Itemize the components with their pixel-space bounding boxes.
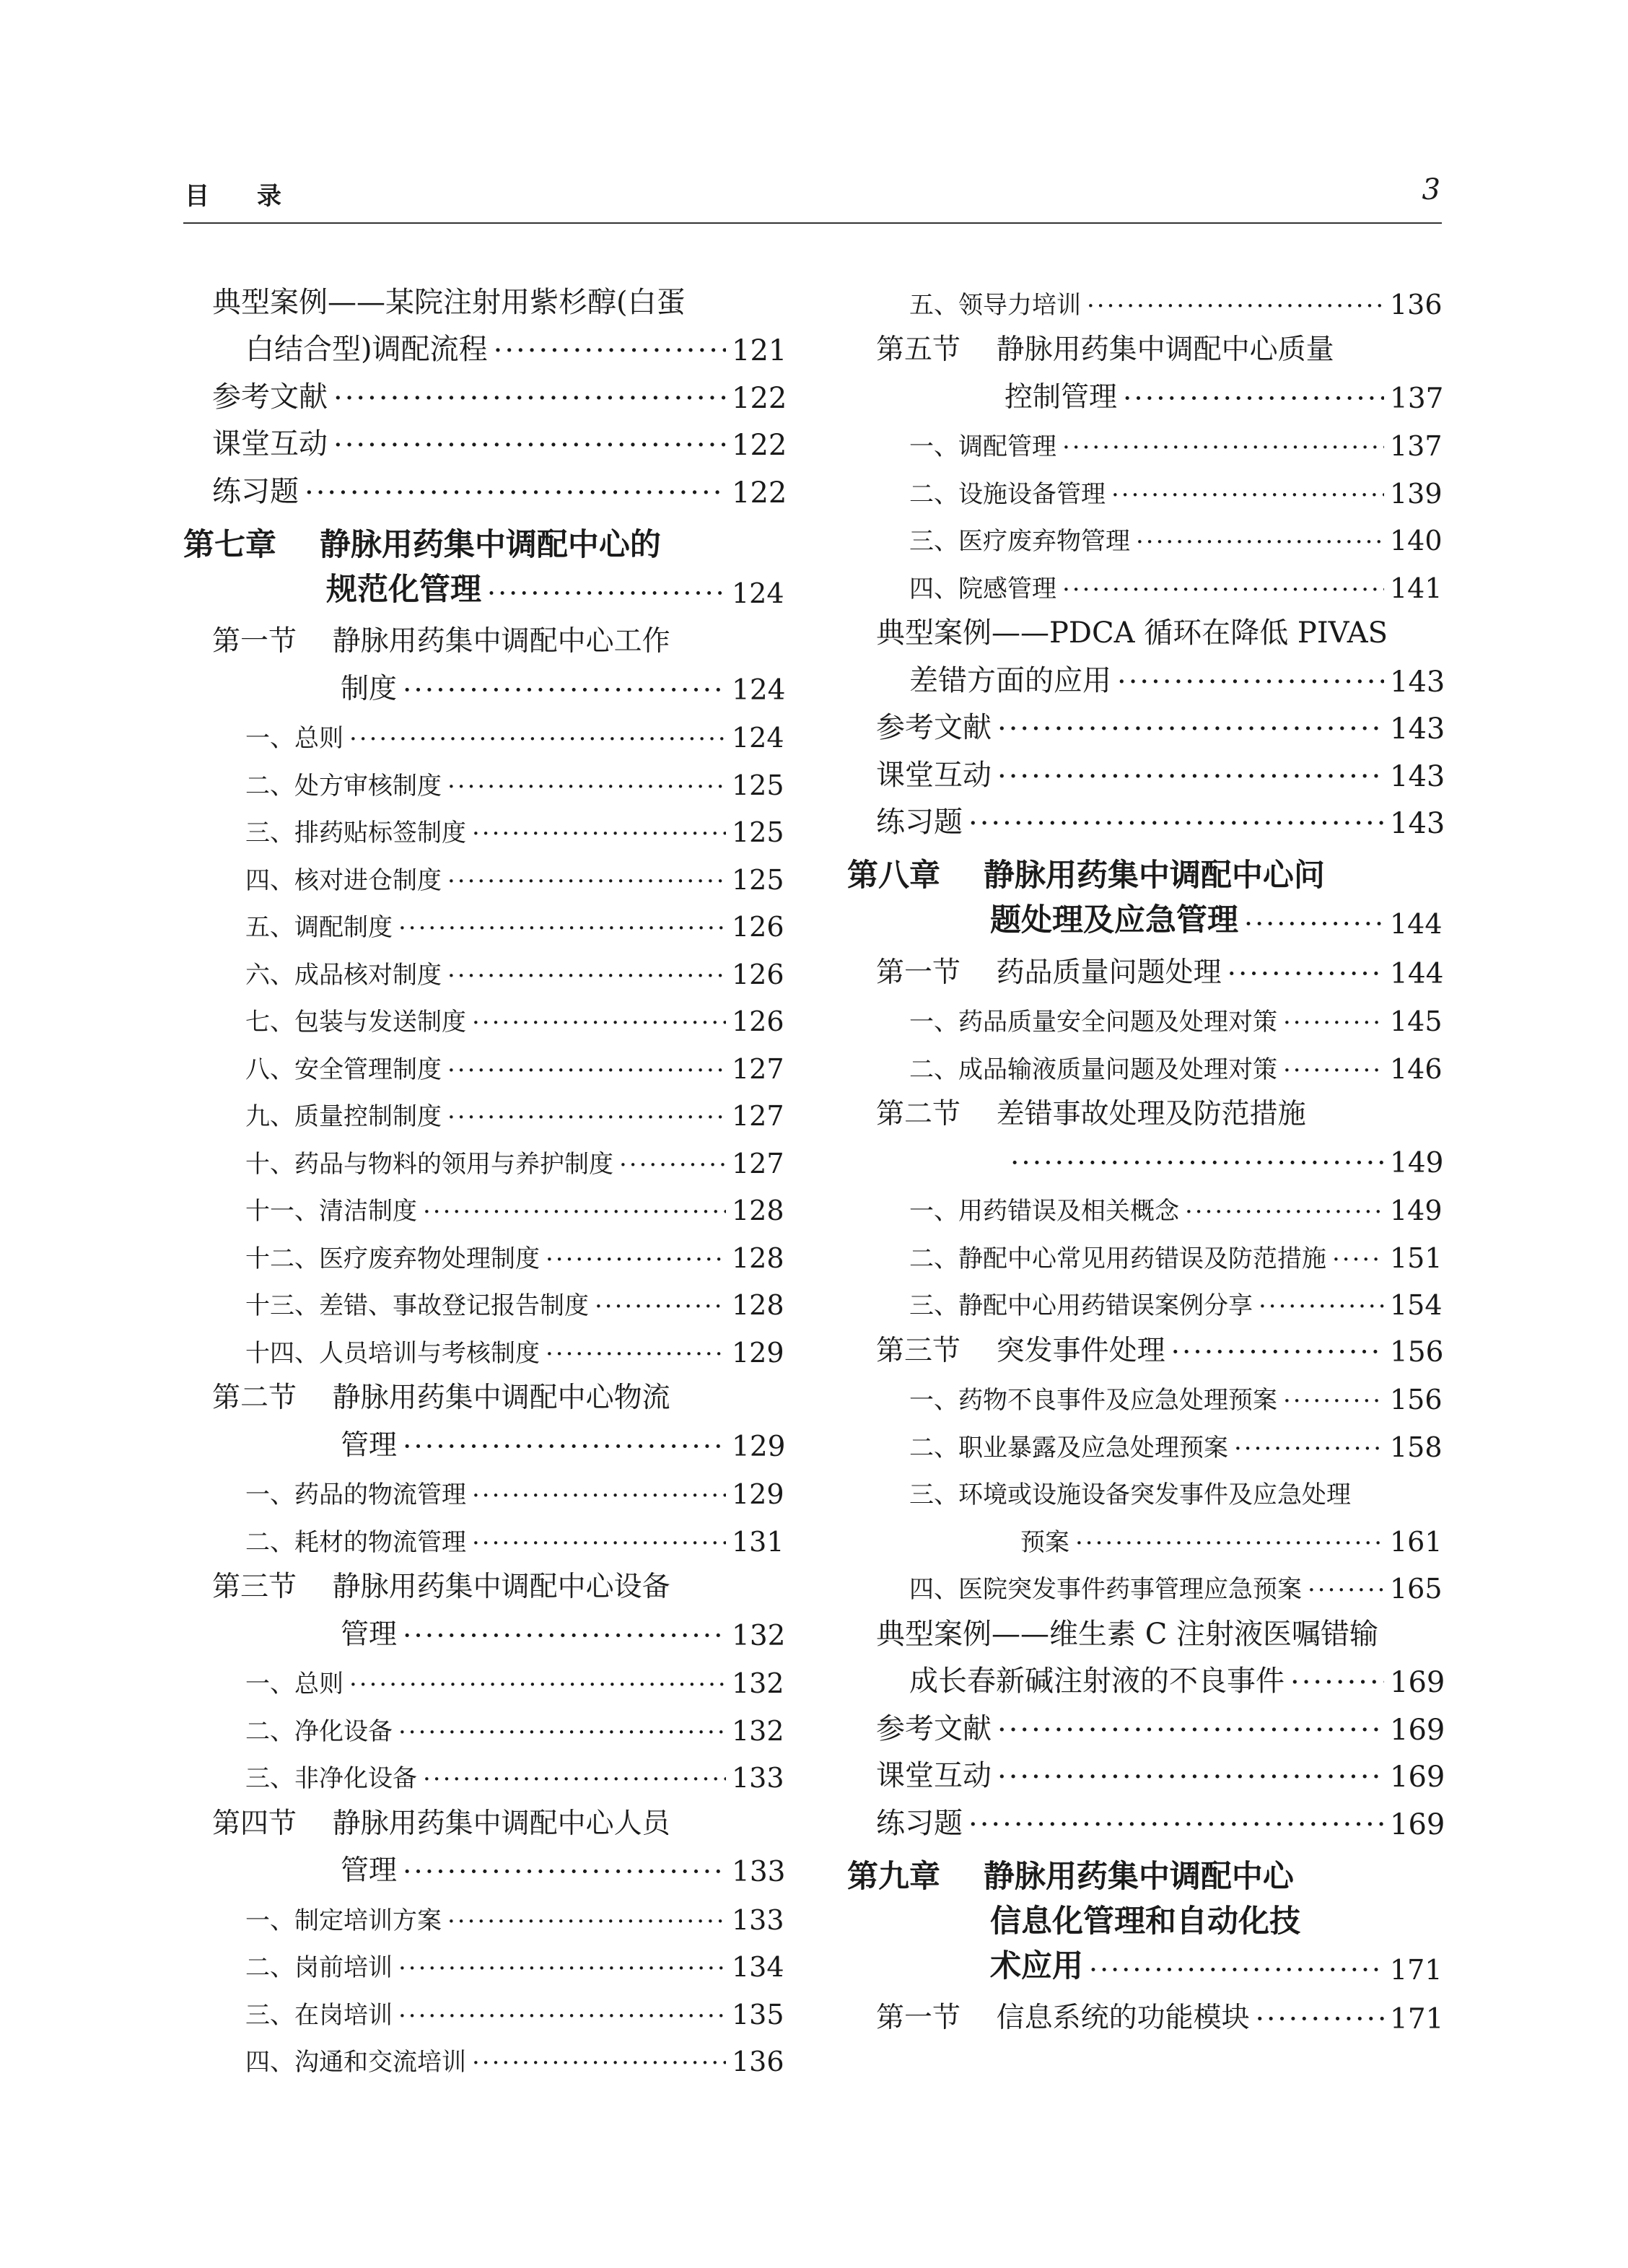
toc-entry[interactable]	[847, 1510, 1442, 1558]
toc-entry[interactable]	[183, 1321, 784, 1369]
toc-entry[interactable]	[183, 1936, 784, 1984]
toc-entry-title: 十、药品与物料的领用与养护制度	[245, 1149, 613, 1179]
toc-entry[interactable]	[847, 1321, 1442, 1369]
toc-entry[interactable]	[847, 651, 1445, 699]
toc-page-number: 127	[732, 1147, 784, 1179]
toc-leader-dots	[1087, 292, 1384, 320]
toc-entry-title: 规范化管理	[326, 571, 481, 608]
toc-leader-dots	[1227, 958, 1384, 990]
toc-entry-title: 五、调配制度	[245, 913, 393, 942]
toc-page-number: 161	[1390, 1525, 1443, 1558]
toc-leader-dots	[997, 760, 1384, 793]
toc-leader-dots	[1010, 1147, 1384, 1179]
toc-entry-title: 十一、清洁制度	[245, 1197, 417, 1226]
toc-page-number: 141	[1390, 572, 1443, 604]
toc-page-number: 129	[732, 1478, 784, 1510]
toc-entry-title: 练习题	[212, 474, 299, 508]
toc-leader-dots	[1117, 666, 1384, 699]
toc-entry[interactable]	[847, 557, 1442, 604]
toc-entry[interactable]	[183, 567, 784, 612]
page-number: 3	[1422, 173, 1440, 206]
toc-entry[interactable]	[183, 523, 784, 567]
toc-entry-title: 练习题	[876, 1806, 963, 1840]
toc-page-number: 124	[732, 577, 784, 609]
toc-entry-title: 第三节 突发事件处理	[876, 1334, 1165, 1367]
toc-entry-title: 十四、人员培训与考核制度	[245, 1338, 540, 1368]
toc-entry-title: 练习题	[876, 806, 963, 839]
toc-page-number: 171	[1390, 2003, 1444, 2036]
toc-page-number: 165	[1390, 1573, 1443, 1605]
toc-entry-title: 第九章 静脉用药集中调配中心	[847, 1858, 1294, 1895]
toc-entry-title: 课堂互动	[212, 427, 328, 461]
toc-entry-title: 十二、医疗废弃物处理制度	[245, 1244, 540, 1273]
toc-leader-dots	[1111, 481, 1384, 510]
toc-entry-title: 一、药物不良事件及应急处理预案	[909, 1386, 1277, 1415]
toc-entry[interactable]	[847, 1747, 1445, 1794]
toc-entry[interactable]	[847, 1899, 1442, 1944]
toc-entry-title: 二、处方审核制度	[245, 771, 442, 801]
toc-leader-dots	[423, 1198, 726, 1226]
toc-entry[interactable]	[847, 793, 1445, 841]
toc-leader-dots	[1075, 1529, 1384, 1558]
toc-entry-title: 白结合型)调配流程	[245, 333, 488, 366]
toc-entry[interactable]	[183, 612, 784, 660]
toc-leader-dots	[349, 1670, 726, 1699]
toc-leader-dots	[472, 1481, 726, 1510]
toc-entry-title: 课堂互动	[876, 758, 992, 792]
toc-entry-title: 管理	[341, 1854, 398, 1887]
toc-leader-dots	[546, 1245, 726, 1274]
toc-leader-dots	[1259, 1292, 1384, 1321]
toc-leader-dots	[472, 1529, 726, 1558]
toc-entry-title: 第一节 信息系统的功能模块	[876, 2002, 1250, 2034]
toc-page-number: 145	[1390, 1006, 1443, 1037]
toc-entry[interactable]	[847, 746, 1445, 793]
toc-entry[interactable]	[847, 415, 1442, 463]
toc-entry-title: 第一节 药品质量问题处理	[876, 956, 1222, 989]
toc-leader-dots	[997, 1714, 1384, 1747]
toc-page-number: 132	[732, 1667, 784, 1699]
toc-leader-dots	[349, 725, 726, 754]
toc-page-number: 122	[732, 476, 787, 510]
toc-entry[interactable]	[183, 896, 784, 943]
toc-entry[interactable]	[847, 462, 1442, 510]
toc-entry-title: 第五节 静脉用药集中调配中心质量	[876, 333, 1334, 366]
toc-leader-dots	[1185, 1198, 1384, 1226]
toc-page-number: 128	[732, 1195, 784, 1226]
toc-leader-dots	[997, 712, 1384, 746]
toc-entry[interactable]	[847, 1226, 1442, 1274]
toc-entry[interactable]	[183, 1558, 784, 1605]
toc-leader-dots	[398, 914, 726, 943]
toc-page-number: 131	[732, 1525, 784, 1558]
page-header	[183, 167, 1442, 224]
toc-page-number: 121	[732, 334, 787, 367]
toc-entry[interactable]	[183, 462, 787, 510]
toc-entry-title: 参考文献	[212, 380, 328, 414]
toc-leader-dots	[1283, 1387, 1384, 1416]
toc-page-number: 156	[1390, 1384, 1443, 1416]
toc-leader-dots	[305, 476, 726, 510]
toc-entry[interactable]	[847, 1369, 1442, 1416]
toc-page-number: 126	[732, 958, 784, 990]
toc-leader-dots	[968, 807, 1384, 840]
toc-entry-title: 管理	[341, 1618, 398, 1651]
toc-leader-dots	[494, 334, 726, 367]
toc-entry-title: 第七章 静脉用药集中调配中心的	[183, 526, 661, 563]
toc-leader-dots	[997, 1761, 1384, 1794]
toc-page-number: 169	[1390, 1713, 1445, 1747]
toc-page-number: 171	[1390, 1953, 1443, 1986]
toc-page-number: 132	[732, 1714, 784, 1747]
toc-page-number: 137	[1390, 430, 1443, 462]
toc-entry-title: 二、净化设备	[245, 1717, 393, 1746]
toc-entry-title: 典型案例——维生素 C 注射液医嘱错输	[876, 1617, 1379, 1651]
toc-entry-title: 二、静配中心常见用药错误及防范措施	[909, 1244, 1326, 1273]
toc-entry[interactable]	[847, 273, 1442, 320]
toc-page-number: 156	[1390, 1335, 1444, 1369]
toc-entry[interactable]	[183, 1652, 784, 1700]
toc-entry[interactable]	[183, 1699, 784, 1747]
toc-leader-dots	[1234, 1434, 1384, 1463]
toc-leader-dots	[1171, 1336, 1384, 1369]
toc-entry-title: 成长春新碱注射液的不良事件	[909, 1665, 1285, 1698]
toc-entry-title: 三、排药贴标签制度	[245, 819, 466, 847]
toc-entry-title: 二、职业暴露及应急处理预案	[909, 1433, 1228, 1462]
toc-entry-title: 三、环境或设施设备突发事件及应急处理	[909, 1480, 1351, 1509]
toc-leader-dots	[403, 1431, 726, 1463]
toc-entry-title: 信息化管理和自动化技	[990, 1903, 1300, 1940]
page-title: 目录	[185, 182, 329, 211]
toc-page-number: 149	[1390, 1146, 1444, 1179]
toc-entry-title: 一、用药错误及相关概念	[909, 1197, 1179, 1226]
toc-leader-dots	[423, 1765, 726, 1794]
toc-leader-dots	[472, 819, 726, 848]
toc-leader-dots	[1290, 1666, 1384, 1699]
toc-entry-title: 一、药品质量安全问题及处理对策	[909, 1008, 1277, 1037]
toc-entry-title: 第四节 静脉用药集中调配中心人员	[212, 1807, 670, 1840]
toc-leader-dots	[447, 772, 726, 801]
toc-entry[interactable]	[847, 1416, 1442, 1463]
toc-entry-title: 术应用	[990, 1948, 1083, 1984]
toc-page-number: 149	[1390, 1195, 1443, 1226]
toc-entry[interactable]	[847, 1558, 1442, 1605]
toc-entry-title: 预案	[1020, 1527, 1069, 1557]
toc-entry-title: 第三节 静脉用药集中调配中心设备	[212, 1571, 670, 1603]
toc-entry[interactable]	[183, 1274, 784, 1322]
toc-column-left	[183, 273, 787, 2077]
toc-entry-title: 典型案例——某院注射用紫杉醇(白蛋	[212, 285, 686, 319]
toc-leader-dots	[333, 429, 726, 462]
toc-page-number: 158	[1390, 1431, 1443, 1463]
toc-leader-dots	[398, 1954, 726, 1983]
toc-page-number: 126	[732, 911, 784, 943]
toc-entry[interactable]	[847, 367, 1442, 415]
toc-leader-dots	[447, 1907, 726, 1936]
toc-entry[interactable]	[847, 1085, 1442, 1133]
toc-entry-title: 第二节 静脉用药集中调配中心物流	[212, 1382, 670, 1414]
toc-leader-dots	[398, 2002, 726, 2031]
toc-entry[interactable]	[183, 943, 784, 990]
toc-entry-title: 一、药品的物流管理	[245, 1480, 466, 1509]
toc-page-number: 143	[1390, 665, 1445, 699]
toc-leader-dots	[1283, 1056, 1384, 1085]
toc-leader-dots	[487, 577, 726, 609]
toc-entry-title: 三、医疗废弃物管理	[909, 527, 1130, 556]
toc-entry[interactable]	[847, 1944, 1442, 1989]
toc-leader-dots	[447, 1103, 726, 1132]
toc-leader-dots	[546, 1340, 726, 1369]
toc-entry[interactable]	[847, 853, 1442, 898]
toc-entry[interactable]	[847, 510, 1442, 557]
toc-entry[interactable]	[183, 707, 784, 754]
toc-entry-title: 四、沟通和交流培训	[245, 2048, 466, 2077]
toc-entry-title: 九、质量控制制度	[245, 1102, 442, 1131]
toc-page-number: 169	[1390, 1807, 1445, 1841]
toc-leader-dots	[472, 2049, 726, 2077]
toc-entry[interactable]	[183, 990, 784, 1038]
toc-entry[interactable]	[847, 943, 1442, 990]
toc-page-number: 122	[732, 429, 787, 462]
toc-entry[interactable]	[183, 848, 784, 896]
toc-entry-title: 题处理及应急管理	[990, 902, 1238, 938]
toc-entry-title: 四、院感管理	[909, 574, 1056, 603]
toc-entry[interactable]	[847, 320, 1442, 368]
toc-page-number: 129	[732, 1336, 784, 1369]
toc-entry[interactable]	[183, 367, 787, 415]
toc-leader-dots	[1308, 1576, 1384, 1605]
toc-leader-dots	[447, 1056, 726, 1085]
toc-entry-title: 一、制定培训方案	[245, 1906, 442, 1935]
toc-entry-title: 第一节 静脉用药集中调配中心工作	[212, 625, 670, 658]
toc-page-number: 127	[732, 1052, 784, 1085]
toc-entry[interactable]	[183, 1369, 784, 1416]
toc-entry[interactable]	[847, 1179, 1442, 1227]
toc-entry-title: 二、设施设备管理	[909, 479, 1106, 509]
toc-page-number: 133	[732, 1856, 786, 1888]
toc-page-number: 132	[732, 1619, 786, 1652]
toc-leader-dots	[1283, 1008, 1384, 1037]
toc-leader-dots	[333, 382, 726, 415]
toc-page-number: 144	[1390, 957, 1444, 990]
toc-entry[interactable]	[183, 1037, 784, 1085]
toc-page-number: 139	[1390, 477, 1443, 510]
toc-leader-dots	[403, 1856, 726, 1888]
toc-entry[interactable]	[183, 1416, 784, 1463]
toc-entry[interactable]	[847, 699, 1445, 746]
toc-entry-title: 制度	[341, 672, 398, 705]
toc-entry[interactable]	[183, 320, 787, 368]
toc-page-number: 133	[732, 1903, 784, 1936]
toc-page-number: 128	[732, 1242, 784, 1274]
toc-entry-title: 二、耗材的物流管理	[245, 1527, 466, 1557]
toc-entry-title: 第八章 静脉用药集中调配中心问	[847, 858, 1325, 894]
toc-page-number: 169	[1390, 1666, 1445, 1699]
toc-entry[interactable]	[183, 1888, 784, 1936]
toc-page-number: 133	[732, 1762, 784, 1794]
toc-leader-dots	[968, 1808, 1384, 1841]
toc-page-number: 126	[732, 1006, 784, 1037]
toc-entry-title: 三、非净化设备	[245, 1764, 417, 1793]
toc-entry[interactable]	[847, 1794, 1445, 1841]
toc-entry-title: 管理	[341, 1429, 398, 1462]
toc-entry-title: 七、包装与发送制度	[245, 1008, 466, 1037]
toc-page-number: 136	[1390, 288, 1443, 320]
toc-entry[interactable]	[183, 1132, 784, 1179]
toc-page-number: 124	[732, 722, 784, 754]
toc-entry[interactable]	[847, 604, 1442, 652]
toc-page-number: 122	[732, 381, 787, 415]
toc-entry-title: 一、总则	[245, 1670, 343, 1698]
toc-page-number: 169	[1390, 1761, 1445, 1794]
toc-page-number: 151	[1390, 1242, 1443, 1274]
toc-entry-title: 一、总则	[245, 724, 343, 753]
toc-page-number: 136	[732, 2046, 784, 2077]
toc-entry[interactable]	[847, 1699, 1445, 1747]
toc-page-number: 144	[1390, 908, 1443, 940]
toc-entry[interactable]	[183, 1510, 784, 1558]
toc-leader-dots	[398, 1718, 726, 1747]
toc-leader-dots	[1332, 1245, 1384, 1274]
toc-entry-title: 四、核对进仓制度	[245, 865, 442, 895]
toc-entry[interactable]	[847, 898, 1442, 943]
toc-page-number: 143	[1390, 712, 1445, 746]
toc-entry[interactable]	[183, 754, 784, 801]
toc-page-number: 124	[732, 673, 786, 707]
toc-entry[interactable]	[847, 1274, 1442, 1322]
toc-entry[interactable]	[183, 1841, 784, 1889]
toc-entry-title: 参考文献	[876, 1711, 992, 1745]
toc-entry[interactable]	[183, 1983, 784, 2031]
toc-entry-title: 典型案例——PDCA 循环在降低 PIVAS	[876, 616, 1388, 650]
toc-page-number: 137	[1390, 382, 1444, 415]
toc-page-number: 146	[1390, 1052, 1443, 1085]
toc-leader-dots	[1244, 908, 1384, 940]
toc-page-number: 154	[1390, 1289, 1443, 1321]
toc-entry[interactable]	[847, 1854, 1442, 1899]
toc-entry[interactable]	[847, 1037, 1442, 1085]
toc-entry-title: 控制管理	[1005, 380, 1118, 414]
toc-entry[interactable]	[847, 1989, 1442, 2036]
toc-entry[interactable]	[183, 415, 787, 463]
toc-leader-dots	[447, 867, 726, 896]
toc-leader-dots	[1089, 1954, 1384, 1986]
toc-page-number: 143	[1390, 759, 1445, 793]
toc-leader-dots	[447, 961, 726, 990]
toc-entry[interactable]	[183, 273, 784, 320]
toc-leader-dots	[472, 1008, 726, 1037]
toc-page-number: 125	[732, 769, 784, 801]
toc-page-number: 134	[732, 1951, 784, 1983]
toc-entry[interactable]	[183, 1747, 784, 1794]
toc-entry[interactable]	[183, 1085, 784, 1133]
toc-page-number: 127	[732, 1100, 784, 1132]
toc-entry[interactable]	[183, 801, 784, 849]
toc-leader-dots	[595, 1292, 726, 1321]
toc-entry[interactable]	[847, 1652, 1445, 1700]
toc-entry-title: 参考文献	[876, 711, 992, 744]
toc-entry-title: 六、成品核对制度	[245, 960, 442, 990]
toc-entry[interactable]	[183, 659, 784, 707]
toc-entry[interactable]	[847, 1605, 1442, 1652]
toc-entry-title: 二、成品输液质量问题及处理对策	[909, 1055, 1277, 1084]
toc-entry-title: 八、安全管理制度	[245, 1055, 442, 1084]
toc-entry-title: 差错方面的应用	[909, 663, 1111, 697]
toc-page-number: 125	[732, 816, 784, 848]
toc-page-number: 128	[732, 1289, 784, 1321]
toc-leader-dots	[403, 1620, 726, 1652]
toc-entry-title: 四、医院突发事件药事管理应急预案	[909, 1575, 1302, 1604]
toc-entry-title: 三、在岗培训	[245, 2000, 393, 2030]
toc-entry-title: 第二节 差错事故处理及防范措施	[876, 1098, 1306, 1130]
toc-column-right	[847, 273, 1445, 2036]
toc-leader-dots	[1062, 575, 1384, 604]
toc-leader-dots	[619, 1151, 726, 1179]
toc-leader-dots	[1123, 383, 1384, 415]
toc-page-number: 129	[732, 1430, 786, 1463]
toc-entry[interactable]	[183, 2031, 784, 2078]
toc-entry-title: 五、领导力培训	[909, 290, 1081, 320]
toc-leader-dots	[403, 674, 726, 707]
toc-page-number: 140	[1390, 525, 1443, 557]
toc-leader-dots	[1062, 433, 1384, 462]
toc-page-number: 125	[732, 863, 784, 896]
toc-page-number: 135	[732, 1998, 784, 2031]
toc-entry-title: 十三、差错、事故登记报告制度	[245, 1291, 589, 1320]
toc-entry[interactable]	[183, 1605, 784, 1652]
toc-entry[interactable]	[183, 1226, 784, 1274]
toc-entry[interactable]	[183, 1463, 784, 1511]
toc-leader-dots	[1256, 2003, 1384, 2036]
toc-entry-title: 一、调配管理	[909, 432, 1056, 461]
toc-page-number: 143	[1390, 807, 1445, 840]
toc-leader-dots	[1136, 528, 1384, 557]
toc-entry-title: 二、岗前培训	[245, 1953, 393, 1982]
toc-entry-title: 三、静配中心用药错误案例分享	[909, 1291, 1253, 1320]
toc-entry[interactable]	[847, 1132, 1442, 1179]
toc-entry[interactable]	[847, 990, 1442, 1038]
toc-entry[interactable]	[183, 1794, 784, 1841]
toc-entry[interactable]	[847, 1463, 1442, 1511]
toc-entry-title: 课堂互动	[876, 1759, 992, 1792]
toc-entry[interactable]	[183, 1179, 784, 1227]
